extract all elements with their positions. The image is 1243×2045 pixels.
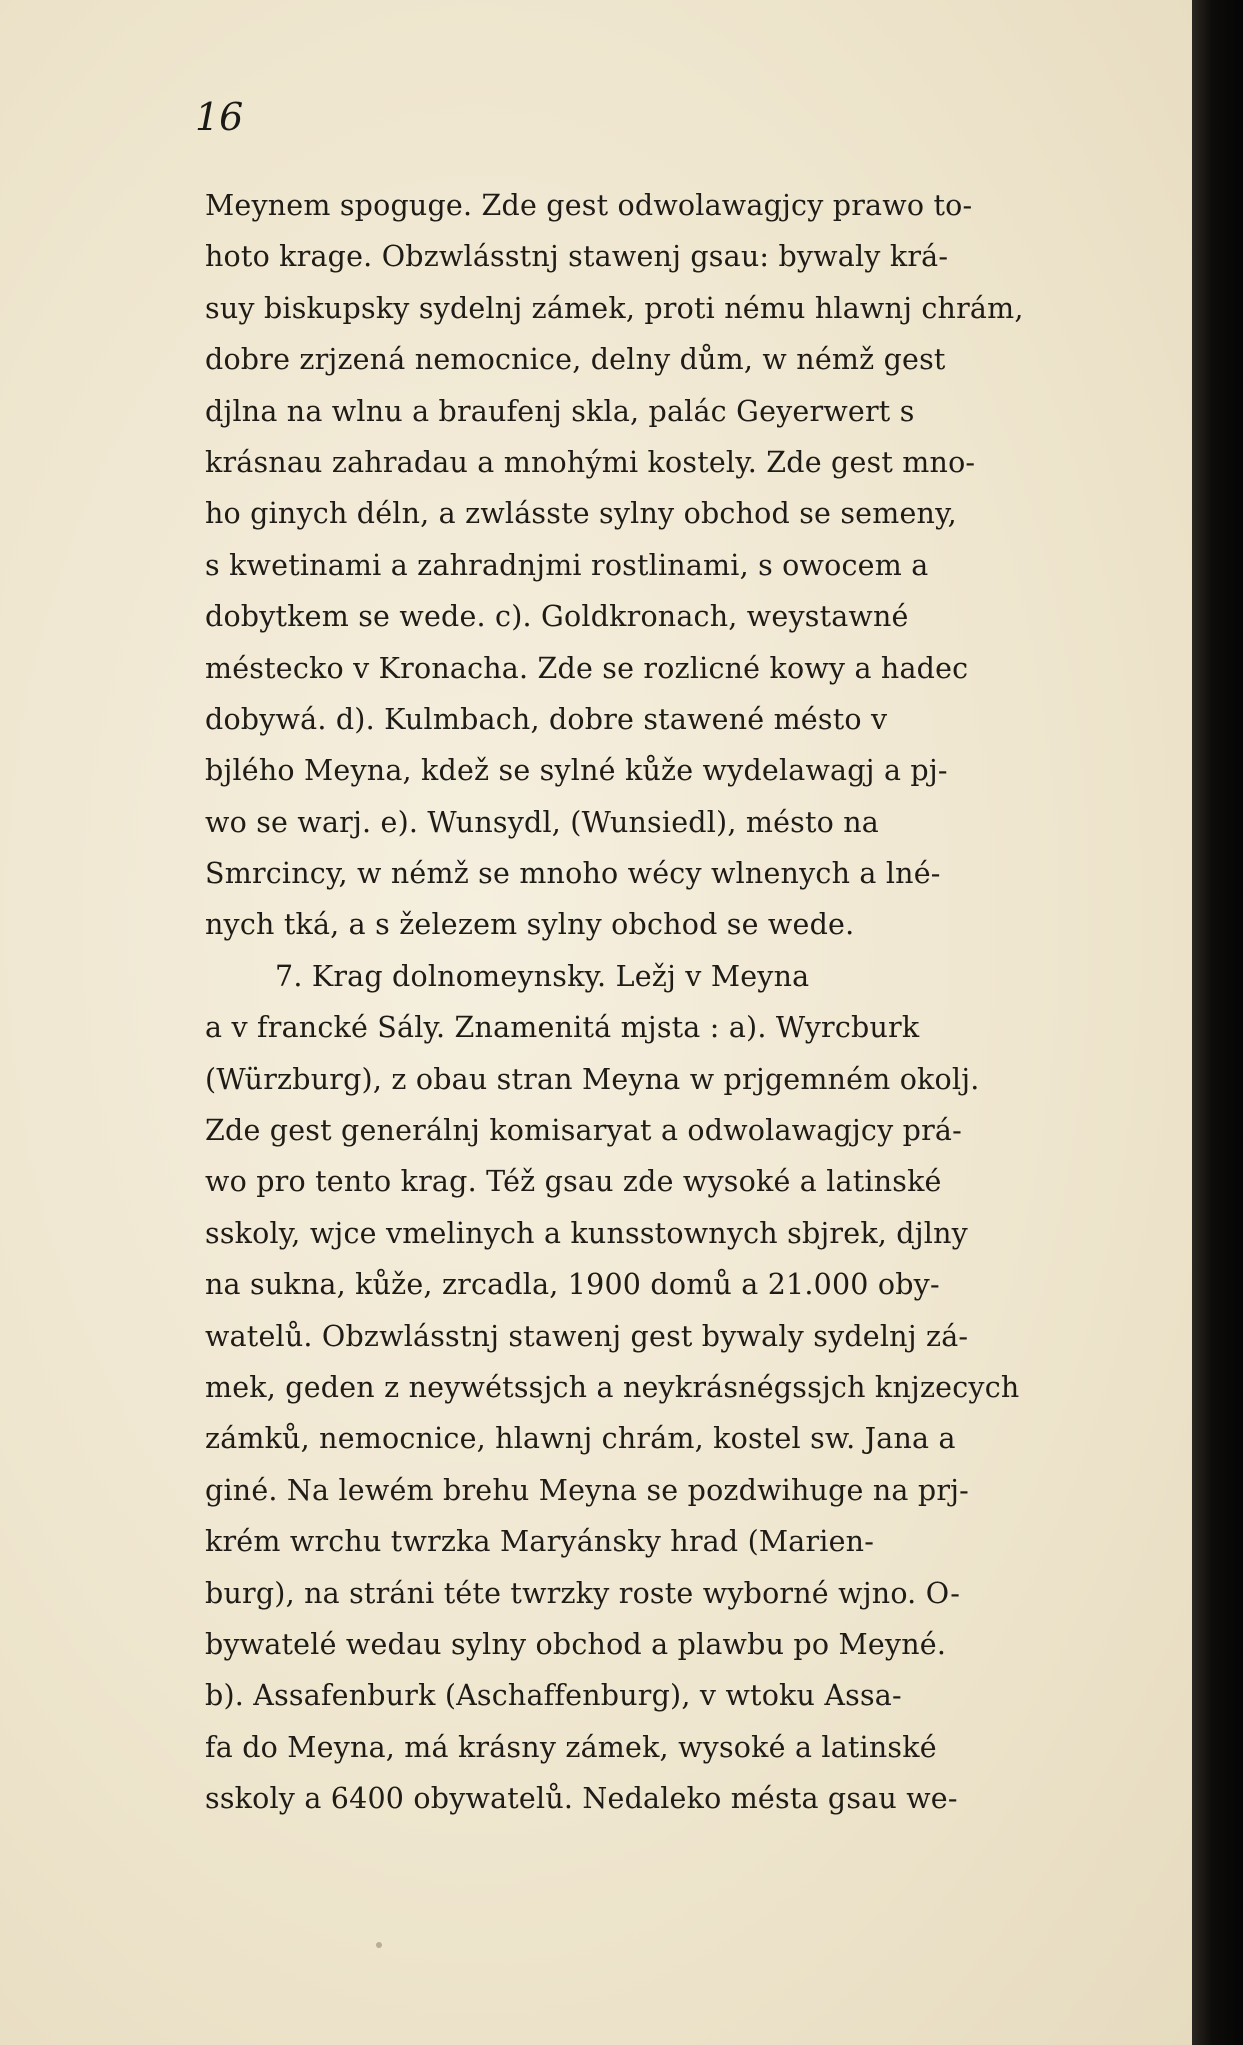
binding-shadow bbox=[1192, 0, 1243, 2045]
text-line: (Würzburg), z obau stran Meyna w prjgemném okolj. bbox=[205, 1062, 980, 1096]
text-line: Meynem spoguge. Zde gest odwolawagjcy prawo to- bbox=[205, 189, 973, 222]
text-line: burg), na stráni téte twrzky roste wyborné wjno. O- bbox=[205, 1576, 961, 1610]
text-line: watelů. Obzwlásstnj stawenj gest bywaly sydelnj zá- bbox=[205, 1319, 969, 1353]
text-line: dobre zrjzená nemocnice, delny dům, w némž gest bbox=[205, 343, 946, 377]
text-line: dobywá. d). Kulmbach, dobre stawené mésto v bbox=[205, 702, 888, 736]
text-line: b). Assafenburk (Aschaffenburg), v wtoku Assa- bbox=[205, 1679, 902, 1713]
text-line: bjlého Meyna, kdež se sylné kůže wydelawagj a pj- bbox=[205, 754, 948, 788]
section-heading-line: 7. Krag dolnomeynsky. Ležj v Meyna bbox=[275, 959, 810, 993]
text-line: wo pro tento krag. Též gsau zde wysoké a latinské bbox=[205, 1165, 942, 1199]
text-line: a v francké Sály. Znamenitá mjsta : a). Wyrcburk bbox=[205, 1011, 920, 1045]
text-line: wo se warj. e). Wunsydl, (Wunsiedl), mésto na bbox=[205, 805, 879, 839]
text-line: krém wrchu twrzka Maryánsky hrad (Marien- bbox=[205, 1525, 875, 1559]
text-line: na sukna, kůže, zrcadla, 1900 domů a 21.000 oby- bbox=[205, 1268, 940, 1302]
text-line: suy biskupsky sydelnj zámek, proti nému hlawnj chrám, bbox=[205, 291, 1024, 325]
body-text bbox=[205, 180, 1135, 1825]
paper-speck bbox=[376, 1942, 382, 1948]
page-number: 16 bbox=[195, 95, 244, 139]
text-line: sskoly a 6400 obywatelů. Nedaleko mésta gsau we- bbox=[205, 1782, 958, 1816]
text-line: ho ginych déln, a zwlásste sylny obchod se semeny, bbox=[205, 497, 957, 531]
text-line: Smrcincy, w némž se mnoho wécy wlnenych a lné- bbox=[205, 857, 941, 891]
text-line: hoto kragе. Obzwlásstnj stawenj gsau: bywaly krá- bbox=[205, 240, 949, 274]
text-line: Zde gest generálnj komisaryat a odwolawagjcy prá- bbox=[205, 1114, 962, 1148]
text-line: méstecko v Kronacha. Zde se rozlicné kowy a hadec bbox=[205, 651, 969, 685]
text-line: fa do Meyna, má krásny zámek, wysoké a latinské bbox=[205, 1730, 937, 1764]
text-line: djlna na wlnu a braufenj skla, palác Geyerwert s bbox=[205, 394, 915, 428]
text-line: bywatelé wedau sylny obchod a plawbu po Meyné. bbox=[205, 1627, 947, 1661]
text-line: sskoly, wjce vmelinych a kunsstownych sbjrek, djlny bbox=[205, 1216, 968, 1250]
text-line: zámků, nemocnice, hlawnj chrám, kostel sw. Jana a bbox=[205, 1422, 956, 1456]
text-line: s kwetinami a zahradnjmi rostlinami, s owocem a bbox=[205, 548, 929, 582]
text-line: dobytkem se wede. c). Goldkronach, weystawné bbox=[205, 600, 909, 634]
text-line: giné. Na lewém brehu Meyna se pozdwihuge na prj- bbox=[205, 1473, 970, 1507]
text-line: krásnau zahradau a mnohými kostely. Zde gest mno- bbox=[205, 445, 976, 479]
text-line: nych tká, a s železem sylny obchod se wede. bbox=[205, 908, 855, 942]
text-line: mek, geden z neywétssjch a neykrásnégssjch knjzecych bbox=[205, 1370, 1020, 1404]
